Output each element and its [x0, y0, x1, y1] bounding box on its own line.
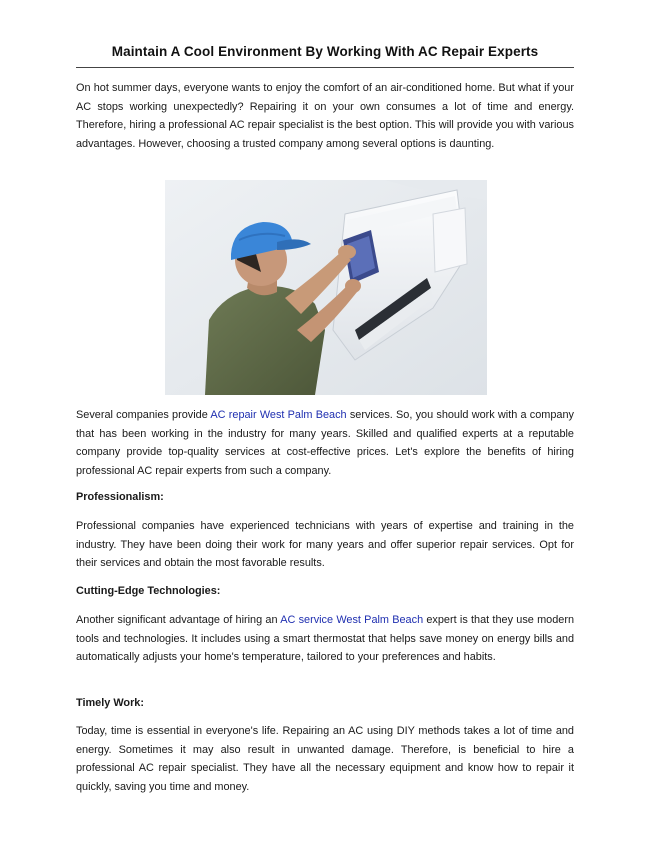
technologies-paragraph: [76, 611, 574, 667]
companies-text-after: services. So, you should work with a company that has been working in the industry for many years. Skilled and qualified experts at a reputable company provide top-quality services at cost-effective prices. Let's explore the benefits of hiring professional AC repair experts from such a company.: [76, 409, 574, 478]
intro-paragraph: On hot summer days, everyone wants to enjoy the comfort of an air-conditioned home. But what if your AC stops working unexpectedly? Repairing it on your own consumes a lot of time and energy. Therefore, hiring a professional AC repair specialist is the best option. This will provide you with various advantages. However, choosing a trusted company among several options is daunting.: [76, 82, 574, 151]
professionalism-heading: Professionalism:: [76, 491, 164, 503]
timely-heading: Timely Work:: [76, 697, 144, 709]
companies-paragraph: [76, 406, 574, 481]
timely-paragraph: Today, time is essential in everyone's life. Repairing an AC using DIY methods takes a lot of time and energy. Sometimes it may also result in unwanted damage. Therefore, is beneficial to hire a professional AC repair specialist. They have all the necessary equipment and know how to repair it quickly, saving you time and money.: [76, 725, 574, 794]
ac-repair-link[interactable]: AC repair West Palm Beach: [210, 409, 347, 421]
ac-service-link[interactable]: AC service West Palm Beach: [280, 614, 424, 626]
technician-photo: [165, 180, 487, 395]
technologies-heading: Cutting-Edge Technologies:: [76, 585, 221, 597]
technologies-text-before: Another significant advantage of hiring an: [76, 614, 281, 626]
page-title: Maintain A Cool Environment By Working With AC Repair Experts: [111, 44, 539, 59]
technologies-text-after: expert is that they use modern tools and technologies. It includes using a smart thermostat that helps save money on energy bills and automatically adjusts your home's temperature, tailored to your preferences and habits.: [76, 614, 575, 664]
companies-text-before: Several companies provide: [76, 409, 211, 421]
professionalism-paragraph: Professional companies have experienced technicians with years of expertise and training in the industry. They have been doing their work for many years and offer superior repair services. Opt for their services and obtain the most favorable results.: [76, 520, 574, 570]
title-divider: [76, 67, 574, 68]
